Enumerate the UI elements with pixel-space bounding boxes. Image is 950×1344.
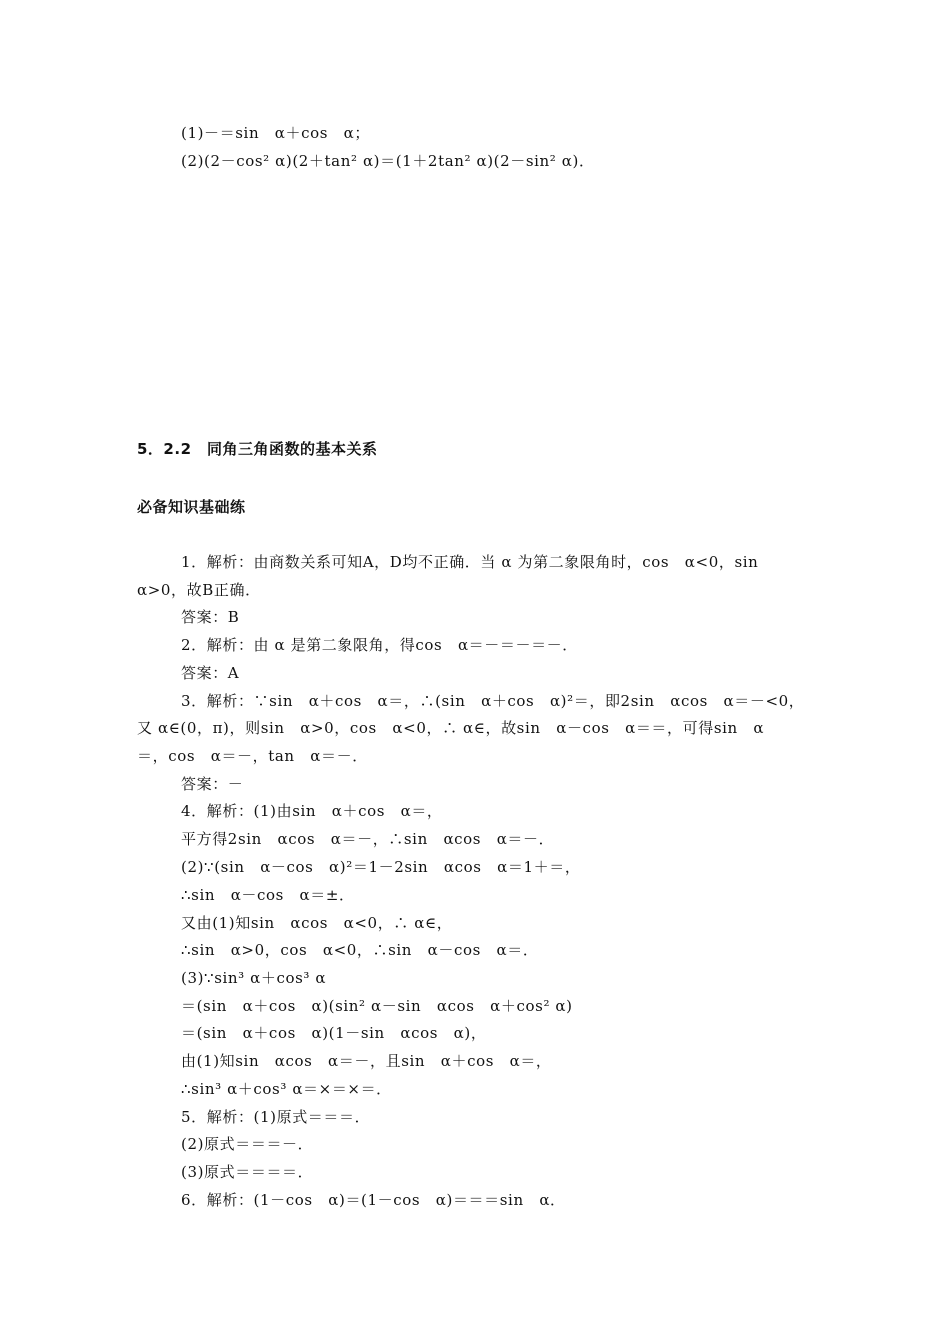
subsection-title: 必备知识基础练 <box>137 498 246 516</box>
text-line: 又由(1)知sin αcos α<0，∴ α∈， <box>181 914 453 932</box>
text-line: 6．解析：(1－cos α)＝(1－cos α)＝＝＝sin α． <box>181 1191 566 1209</box>
text-line: (2)∵(sin α－cos α)²＝1－2sin αcos α＝1＋＝， <box>181 858 581 876</box>
text-line: (2)原式＝＝＝－． <box>181 1135 314 1153</box>
text-line: (3)∵sin³ α＋cos³ α <box>181 969 327 987</box>
answer-line: 答案：B <box>181 608 240 626</box>
text-line: (3)原式＝＝＝＝． <box>181 1163 314 1181</box>
text-line: ＝，cos α＝－，tan α＝－． <box>137 747 368 765</box>
text-line: 由(1)知sin αcos α＝－，且sin α＋cos α＝， <box>181 1052 552 1070</box>
text-line: ∴sin α－cos α＝±． <box>181 886 355 904</box>
text-line: α>0，故B正确． <box>137 581 261 599</box>
text-line: ＝(sin α＋cos α)(sin² α－sin αcos α＋cos² α) <box>181 997 573 1015</box>
text-line: 4．解析：(1)由sin α＋cos α＝， <box>181 802 443 820</box>
text-line: ∴sin α>0，cos α<0，∴sin α－cos α＝． <box>181 941 539 959</box>
text-line: 5．解析：(1)原式＝＝＝． <box>181 1108 371 1126</box>
text-line: 2．解析：由 α 是第二象限角，得cos α＝－＝－＝－． <box>181 636 578 654</box>
text-line: (1)－＝sin α＋cos α； <box>181 124 370 142</box>
answer-line: 答案：A <box>181 664 240 682</box>
text-line: 又 α∈(0，π)，则sin α>0，cos α<0，∴ α∈，故sin α－cos α＝＝，可得sin α <box>137 719 765 737</box>
text-line: 3．解析：∵sin α＋cos α＝，∴(sin α＋cos α)²＝，即2sin αcos α＝－<0， <box>181 692 805 710</box>
text-line: ＝(sin α＋cos α)(1－sin αcos α)， <box>181 1024 487 1042</box>
text-line: (2)(2－cos² α)(2＋tan² α)＝(1＋2tan² α)(2－sin² α)． <box>181 152 595 170</box>
text-line: 平方得2sin αcos α＝－，∴sin αcos α＝－． <box>181 830 555 848</box>
text-line: ∴sin³ α＋cos³ α＝×＝×＝． <box>181 1080 392 1098</box>
section-title: 5．2.2 同角三角函数的基本关系 <box>137 440 378 458</box>
answer-line: 答案：－ <box>181 775 244 793</box>
text-line: 1．解析：由商数关系可知A，D均不正确．当 α 为第二象限角时，cos α<0，sin <box>181 553 759 571</box>
